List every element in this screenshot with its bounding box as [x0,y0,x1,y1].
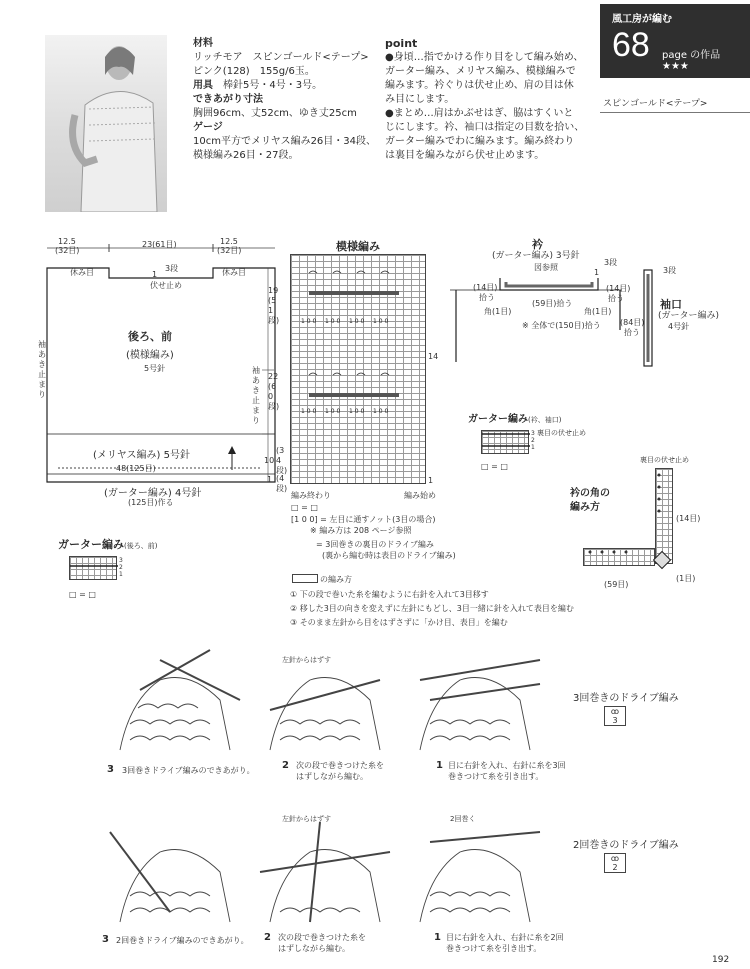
width-48: 48(125目) [116,464,156,473]
svg-text:1 0 0: 1 0 0 [349,408,365,415]
point-line-7: は裏目を編みながら伏せ止めます。 [385,150,545,161]
sleeve-rows: 3段 [663,266,677,275]
collar-corner-right: 角(1目) [584,307,612,316]
pattern-legend1: □ = □ [291,503,318,512]
corner-title1: 衿の角の [570,488,610,499]
h22: 22 [268,372,279,381]
drive2-cap1a: 目に右針を入れ、右針に糸を2回 [446,933,564,942]
point-line-6: ガーター編みでわに編みます。編み終わり [385,136,575,147]
gauge-line1: 10cm平方でメリヤス編み26目・34段、 [193,136,377,147]
drive3-cap1b: 巻きつけて糸を引き出す。 [448,772,544,781]
drive3-cap2b: はずしながら編む。 [296,772,368,781]
materials-block [193,37,383,163]
body-title: 後ろ、前 [128,330,172,343]
model-photo [45,35,167,212]
corner-grid-vertical [655,468,673,564]
drive2-symbol-loops: ꝏ [610,854,620,863]
badge-page-label: page の作品 ★★★ [662,50,721,72]
drive3-note: 左針からはずす [282,656,331,664]
h19: 19 [268,286,279,295]
collar-title: 衿 [532,238,543,251]
drive2-step2-num: 2 [264,932,271,943]
tools-text: 棒針5号・4号・3号。 [223,80,323,91]
sleeve-needle: 4号針 [668,322,690,331]
sleeve-title: 袖口 [660,298,682,311]
point-line-5: じにします。衿、袖口は指定の目数を拾い、 [385,122,585,133]
drive3-step3-num: 3 [107,764,114,775]
drive2-title: 2回巻きのドライブ編み [573,840,679,851]
drive3-cap1a: 目に右針を入れ、右針に糸を3回 [448,761,566,770]
drive3-cap3: 3回巻きドライブ編みのできあがり。 [122,766,255,775]
size-text: 胸囲96cm、丈52cm、ゆき丈25cm [193,108,357,119]
h10-sub: (34段) [276,446,288,475]
drive3-cap2a: 次の段で巻きつけた糸を [296,761,384,770]
point-line-0: ●身頃…指でかける作り目をして編み始め、 [385,52,584,63]
pattern-chart-marks [291,255,427,485]
howto-step2: ② 移した3目の向きを変えずに左針にもどし、3目一緒に針を入れて表目を編む [290,604,574,613]
corner-c59: (59目) [604,580,629,589]
garter-small-row3: 3 [531,430,535,437]
pattern-row1: 1 [428,476,434,485]
collar-pick14r: (14目) [606,284,631,293]
garter-small-row2: 2 [531,437,535,444]
corner-grid-horizontal [583,548,655,566]
dim-top-right: 12.5 [220,237,238,246]
drive2-cap3: 2回巻きドライブ編みのできあがり。 [116,936,249,945]
pattern-row14: 14 [428,352,439,361]
gauge-title: ゲージ [193,122,223,133]
h10: 10 [264,456,275,465]
garter-small-legend: □ = □ [481,462,508,471]
pattern-legend2: [1 0 0] = 左目に通すノット(3目の場合) [291,515,436,524]
drive2-note: 左針からはずす [282,815,331,823]
garter-small-bind: 裏目の伏せ止め [537,429,586,437]
point-title: point [385,37,418,50]
body-pattern: (模様編み) [126,350,174,361]
garter-small-title-sub: (衿、袖口) [528,416,562,424]
garter-small-row1: 1 [531,444,535,451]
work-badge [600,4,750,78]
garter-left-marks [70,557,118,581]
sleeve-pick84b: 拾う [624,328,640,337]
point-block [385,37,595,163]
point-line-3: み目にします。 [385,94,455,105]
collar-sub: (ガーター編み) 3号針 [492,251,580,261]
drive2-step1-num: 1 [434,932,441,943]
materials-line1: リッチモア スピンゴールド<テープ> [193,52,369,63]
tools-row [193,79,383,93]
garter-left-title-sub: (後ろ、前) [124,542,158,550]
collar-total: ※ 全体で(150目)拾う [522,321,601,330]
badge-rule [600,112,750,113]
cast-on-label: (125目)作る [128,498,174,507]
garter-small-title [468,410,561,425]
drive3-symbol [604,706,626,726]
bind-off-label: 伏せ止め [150,281,182,290]
svg-text:1 0 0: 1 0 0 [373,408,389,415]
body-needle: 5号針 [144,364,166,373]
pattern-chart-title: 模様編み [336,240,380,253]
point-line-4: ●まとめ…肩はかぶせはぎ、脇はすくいと [385,108,574,119]
collar-sub1: 1 [594,268,600,277]
armhole-left: 袖あき止まり [38,340,46,399]
garter-left-row2: 2 [119,564,123,571]
dim-top-left-sub: (32目) [55,246,80,255]
collar-pick14b: 拾う [479,293,495,302]
drive2-note2: 2回巻く [450,815,476,823]
pattern-start: 編み始め [404,491,436,500]
tools-label: 用具 [193,80,213,91]
garter-small-grid [481,430,529,454]
pattern-legend2b: ※ 編み方は 208 ページ参照 [310,526,412,535]
h1-sub: (4段) [276,474,288,493]
howto-step3: ③ そのまま左針から目をはずさずに「かけ目、表目」を編む [290,618,508,627]
svg-text:1 0 0: 1 0 0 [301,408,317,415]
rest-right: 休み目 [222,268,246,277]
badge-yarn: スピンゴールド<テープ> [603,99,708,109]
corner-grid-horizontal-marks [584,549,656,567]
dim-top-mid: 23(61目) [142,240,177,249]
svg-text:1 0 0: 1 0 0 [373,318,389,325]
materials-line2: ピンク(128) 155g/6玉。 [193,66,315,77]
drive2-cap2a: 次の段で巻きつけた糸を [278,933,366,942]
neck-sub: 1 [152,270,158,279]
knot-symbol [292,574,318,583]
garter-left-row1: 1 [119,571,123,578]
drive3-symbol-num: 3 [612,716,618,725]
garter-label: (ガーター編み) 4号針 [104,488,202,499]
sleeve-pick84: (84目) [620,318,645,327]
corner-grid-vertical-marks [656,469,674,565]
drive2-cap1b: 巻きつけて糸を引き出す。 [446,944,542,953]
h1: 1 [267,475,273,484]
size-title: できあがり寸法 [193,94,263,105]
garter-left-title-text: ガーター編み [58,538,124,551]
rest-left: 休み目 [70,268,94,277]
dim-top-left: 12.5 [58,237,76,246]
collar-rows: 3段 [604,258,618,267]
h19-sub: (51段) [268,296,280,325]
garter-left-grid [69,556,117,580]
drive3-step1-num: 1 [436,760,443,771]
stockinette-label: (メリヤス編み) 5号針 [93,450,190,461]
model-figure [45,35,167,212]
page-number: 192 [712,955,730,965]
garter-left-row3: 3 [119,557,123,564]
collar-pick14rb: 拾う [608,294,624,303]
svg-text:1 0 0: 1 0 0 [301,318,317,325]
collar-ref: 図参照 [534,263,558,272]
svg-text:1 0 0: 1 0 0 [349,318,365,325]
point-line-1: ガーター編み、メリヤス編み、模様編みで [385,66,576,77]
garter-left-legend: □ = □ [69,590,96,599]
materials-title: 材料 [193,38,213,49]
drive3-title: 3回巻きのドライブ編み [573,693,679,704]
badge-number: 68 [612,26,650,64]
corner-bind: 裏目の伏せ止め [640,456,689,464]
pattern-legend3: = 3回巻きの裏目のドライブ編み [316,540,434,549]
garter-small-title-text: ガーター編み [468,414,528,425]
sleeve-sub: (ガーター編み) [658,311,720,321]
drive2-cap2b: はずしながら編む。 [278,944,350,953]
corner-c14: (14目) [676,514,701,523]
drive2-symbol [604,853,626,873]
drive3-symbol-loops: ꝏ [610,707,620,716]
drive2-illustrations [100,812,550,932]
garter-small-marks [482,431,530,455]
drive2-symbol-num: 2 [612,863,618,872]
svg-text:1 0 0: 1 0 0 [325,408,341,415]
point-line-2: 編みます。衿ぐりは伏せ止め、肩の目は休 [385,80,574,91]
pattern-end: 編み終わり [291,491,331,500]
corner-c1: (1目) [676,574,696,583]
drive3-step2-num: 2 [282,760,289,771]
garter-left-title [58,536,157,552]
pattern-chart-grid [290,254,426,484]
armhole-right: 袖あき止まり [252,366,260,425]
badge-brand: 風工房が編む [612,14,672,25]
drive2-step3-num: 3 [102,934,109,945]
gauge-line2: 模様編み26目・27段。 [193,150,299,161]
collar-pick59: (59目)拾う [532,299,573,308]
dim-top-right-sub: (32目) [217,246,242,255]
h22-sub: (60段) [268,382,280,411]
howto-step1: ① 下の段で巻いた糸を編むように右針を入れて3目移す [290,590,489,599]
svg-text:1 0 0: 1 0 0 [325,318,341,325]
neck-rows: 3段 [165,264,179,273]
corner-diagonal [654,552,674,572]
howto-title: の編み方 [320,575,352,584]
pattern-legend3b: (裏から編む時は表目のドライブ編み) [322,551,456,560]
collar-pick14: (14目) [473,283,498,292]
corner-title2: 編み方 [570,502,600,513]
collar-corner-left: 角(1目) [484,307,512,316]
